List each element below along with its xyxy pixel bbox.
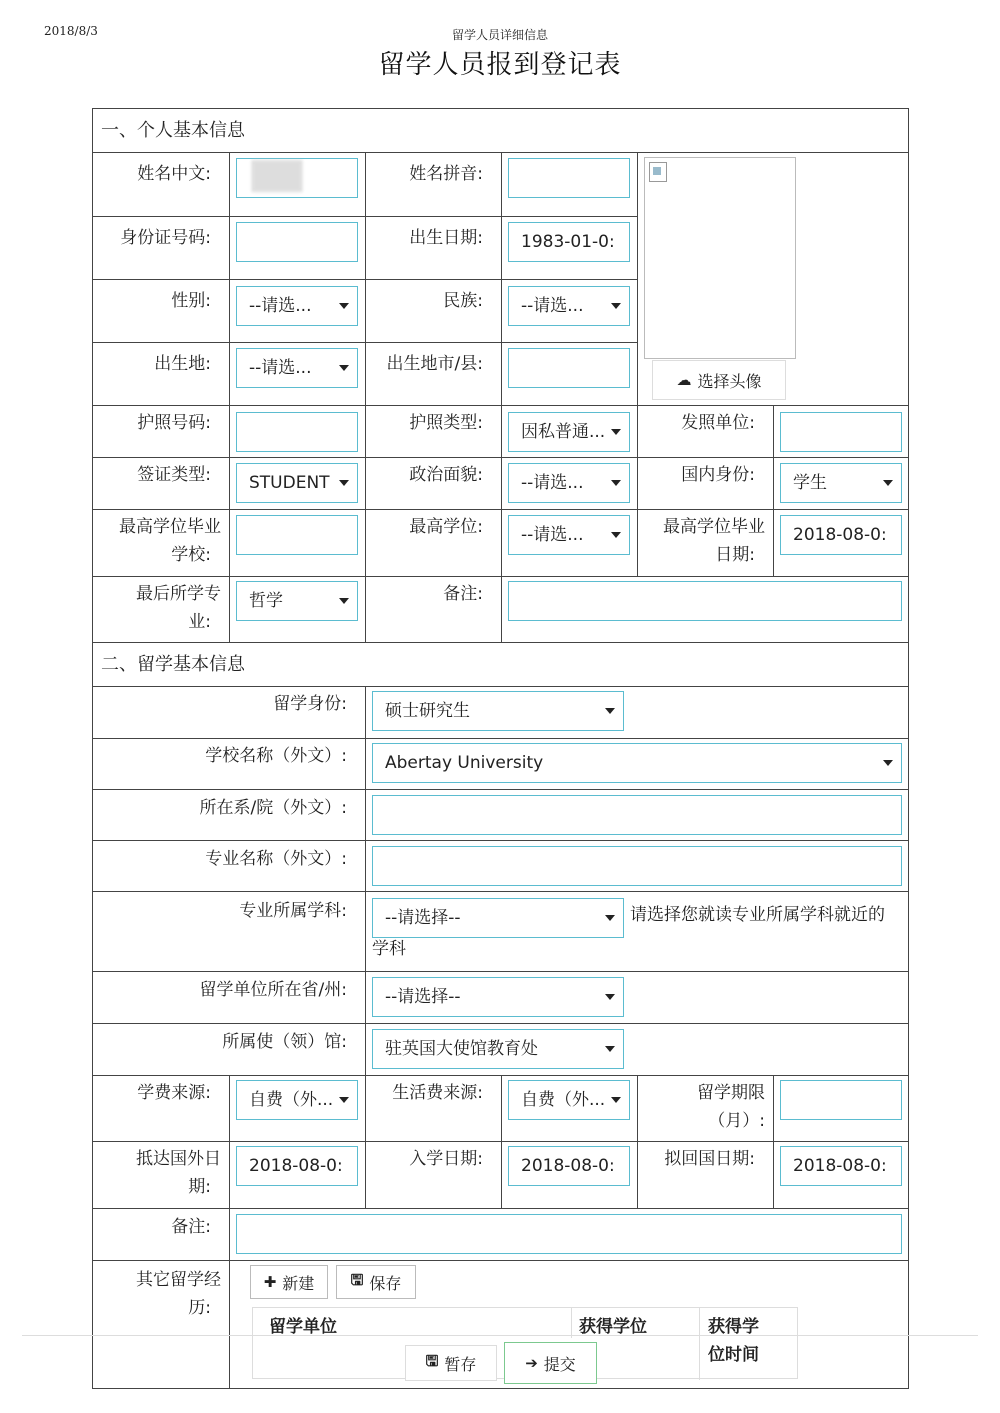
photo-cell	[638, 153, 908, 406]
province-value: --请选择--	[385, 986, 461, 1007]
caret-down-icon	[611, 303, 621, 309]
input-cell	[502, 406, 638, 458]
label-cell	[366, 280, 502, 343]
label-cell	[93, 343, 230, 406]
birthplace-label: 出生地:	[154, 354, 211, 374]
label-cell	[366, 343, 502, 406]
floppy-disk-icon: 🖫	[425, 1351, 439, 1370]
birthplace-value: --请选...	[249, 357, 312, 378]
passport-type-label: 护照类型:	[409, 413, 483, 433]
passport-type-select[interactable]	[508, 412, 630, 452]
label-cell	[93, 841, 366, 892]
tuition-source-select[interactable]	[236, 1080, 358, 1120]
caret-down-icon	[339, 1097, 349, 1103]
label-cell	[93, 1142, 230, 1209]
school-name-value: Abertay University	[385, 752, 544, 773]
divider-line	[22, 1335, 978, 1336]
label-cell	[93, 406, 230, 458]
print-header-title: 留学人员详细信息	[451, 28, 548, 42]
label-cell	[93, 280, 230, 343]
domestic-identity-select[interactable]	[780, 463, 902, 503]
input-cell	[366, 841, 908, 892]
study-period-label-1: 留学期限	[697, 1083, 765, 1103]
label-cell	[93, 458, 230, 510]
return-date-input[interactable]: 2018-08-0:	[780, 1146, 902, 1186]
study-identity-label: 留学身份:	[273, 694, 347, 714]
arrival-date-input[interactable]: 2018-08-0:	[236, 1146, 358, 1186]
label-cell	[366, 406, 502, 458]
submit-button-label: 提交	[543, 1354, 576, 1374]
label-cell	[93, 687, 366, 739]
issuing-unit-input[interactable]	[780, 412, 902, 452]
input-cell	[230, 1142, 366, 1209]
ethnicity-select[interactable]	[508, 286, 630, 326]
print-date: 2018/8/3	[44, 24, 98, 38]
highest-degree-value: --请选...	[521, 524, 584, 545]
label-cell	[638, 458, 774, 510]
gender-select[interactable]	[236, 286, 358, 326]
new-button[interactable]	[250, 1265, 328, 1299]
caret-down-icon	[883, 760, 893, 766]
caret-down-icon	[605, 708, 615, 714]
input-cell	[366, 687, 908, 739]
label-cell	[93, 1076, 230, 1142]
input-cell	[502, 153, 638, 217]
input-cell	[230, 1076, 366, 1142]
label-cell	[93, 217, 230, 280]
school-name-select[interactable]	[372, 743, 902, 783]
grad-school-label-1: 最高学位毕业	[119, 517, 221, 537]
caret-down-icon	[605, 915, 615, 921]
birth-city-input[interactable]	[508, 348, 630, 388]
major-discipline-hint: 请选择您就读专业所属学科就近的	[630, 905, 885, 925]
column-divider	[571, 1308, 572, 1338]
study-period-label-2: （月）:	[708, 1111, 765, 1131]
political-status-label: 政治面貌:	[409, 465, 483, 485]
plus-icon: ✚	[263, 1273, 277, 1291]
caret-down-icon	[611, 429, 621, 435]
label-cell	[366, 1142, 502, 1209]
tuition-source-value: 自费（外...	[249, 1089, 334, 1110]
major-discipline-select[interactable]	[372, 898, 624, 938]
caret-down-icon	[339, 598, 349, 604]
caret-down-icon	[605, 1046, 615, 1052]
label-cell	[93, 892, 366, 972]
broken-image-icon	[649, 162, 667, 182]
input-cell	[230, 458, 366, 510]
political-status-value: --请选...	[521, 472, 584, 493]
birthplace-select[interactable]	[236, 348, 358, 388]
passport-no-input[interactable]	[236, 412, 358, 452]
input-cell	[774, 1142, 908, 1209]
input-cell	[230, 1209, 908, 1261]
domestic-identity-value: 学生	[793, 472, 827, 493]
ethnicity-value: --请选...	[521, 295, 584, 316]
save-button[interactable]	[336, 1265, 416, 1299]
floppy-disk-icon: 🖫	[350, 1270, 364, 1289]
input-cell	[502, 458, 638, 510]
section-personal-title: 一、个人基本信息	[101, 120, 245, 141]
enroll-date-label: 入学日期:	[409, 1149, 483, 1169]
label-cell	[93, 972, 366, 1024]
new-button-label: 新建	[282, 1273, 315, 1293]
major-name-label: 专业名称（外文）:	[205, 849, 347, 869]
label-cell	[93, 153, 230, 217]
school-name-label: 学校名称（外文）:	[205, 746, 347, 766]
issuing-unit-label: 发照单位:	[681, 413, 755, 433]
living-source-value: 自费（外...	[521, 1089, 606, 1110]
name-cn-label: 姓名中文:	[137, 164, 211, 184]
input-cell	[774, 406, 908, 458]
embassy-select[interactable]	[372, 1029, 624, 1069]
input-cell	[502, 1142, 638, 1209]
input-cell	[230, 343, 366, 406]
input-cell	[774, 510, 908, 577]
tuition-source-label: 学费来源:	[137, 1083, 211, 1103]
embassy-label: 所属使（领）馆:	[222, 1032, 347, 1052]
name-pinyin-input[interactable]	[508, 158, 630, 198]
input-cell	[366, 892, 908, 972]
study-identity-value: 硕士研究生	[385, 700, 470, 721]
section-study-header	[93, 643, 908, 687]
label-cell	[93, 790, 366, 841]
grad-school-input[interactable]	[236, 515, 358, 555]
birth-date-input[interactable]: 1983-01-0:	[508, 222, 630, 262]
caret-down-icon	[339, 480, 349, 486]
label-cell	[93, 1024, 366, 1076]
caret-down-icon	[339, 365, 349, 371]
input-cell	[230, 510, 366, 577]
political-status-select[interactable]	[508, 463, 630, 503]
visa-type-value: STUDENT	[249, 472, 330, 493]
input-cell	[366, 972, 908, 1024]
major-discipline-label: 专业所属学科:	[239, 901, 347, 921]
input-cell	[366, 790, 908, 841]
passport-type-value: 因私普通...	[521, 421, 606, 442]
province-label: 留学单位所在省/州:	[199, 980, 347, 1000]
birth-date-label: 出生日期:	[409, 228, 483, 248]
label-cell	[93, 510, 230, 577]
grad-date-label-2: 日期:	[715, 545, 755, 565]
draft-button-label: 暂存	[444, 1354, 477, 1374]
submit-button[interactable]	[504, 1342, 597, 1384]
grad-date-input[interactable]: 2018-08-0:	[780, 515, 902, 555]
major-discipline-hint-2: 学科	[372, 939, 406, 959]
department-label: 所在系/院（外文）:	[199, 798, 347, 818]
study-identity-select[interactable]	[372, 691, 624, 731]
visa-type-label: 签证类型:	[137, 465, 211, 485]
birth-city-label: 出生地市/县:	[386, 354, 483, 374]
arrival-date-label-2: 期:	[188, 1177, 211, 1197]
major-name-input[interactable]	[372, 846, 902, 886]
label-cell	[366, 510, 502, 577]
input-cell	[502, 280, 638, 343]
page-title: 留学人员报到登记表	[378, 50, 622, 80]
visa-type-select[interactable]	[236, 463, 358, 503]
highest-degree-select[interactable]	[508, 515, 630, 555]
label-cell	[93, 739, 366, 790]
label-cell	[93, 1261, 230, 1388]
label-cell	[366, 1076, 502, 1142]
highest-degree-label: 最高学位:	[409, 517, 483, 537]
caret-down-icon	[605, 994, 615, 1000]
grad-date-label-1: 最高学位毕业	[663, 517, 765, 537]
caret-down-icon	[339, 303, 349, 309]
other-exp-label-2: 历:	[188, 1298, 211, 1318]
id-number-input[interactable]	[236, 222, 358, 262]
caret-down-icon	[611, 1097, 621, 1103]
input-cell	[230, 577, 366, 643]
caret-down-icon	[611, 532, 621, 538]
living-source-select[interactable]	[508, 1080, 630, 1120]
input-cell	[230, 280, 366, 343]
domestic-identity-label: 国内身份:	[681, 465, 755, 485]
label-cell	[638, 510, 774, 577]
save-button-label: 保存	[369, 1273, 402, 1293]
avatar-photo	[644, 157, 796, 359]
arrow-right-icon: ➔	[525, 1354, 538, 1372]
enroll-date-input[interactable]: 2018-08-0:	[508, 1146, 630, 1186]
name-pinyin-label: 姓名拼音:	[409, 164, 483, 184]
choose-avatar-label: 选择头像	[697, 371, 762, 391]
section-personal-header	[93, 109, 908, 153]
caret-down-icon	[611, 480, 621, 486]
study-period-input[interactable]	[780, 1080, 902, 1120]
draft-button[interactable]	[405, 1345, 497, 1381]
grad-school-label-2: 学校:	[171, 545, 211, 565]
label-cell	[366, 577, 502, 643]
passport-no-label: 护照号码:	[137, 413, 211, 433]
column-header-degree-time-1: 获得学	[708, 1317, 759, 1337]
section-study-title: 二、留学基本信息	[101, 654, 245, 675]
last-major-label-1: 最后所学专	[136, 584, 221, 604]
label-cell	[366, 217, 502, 280]
remarks2-label: 备注:	[171, 1217, 211, 1237]
return-date-label: 拟回国日期:	[664, 1149, 755, 1169]
major-discipline-value: --请选择--	[385, 907, 461, 928]
label-cell	[93, 577, 230, 643]
column-header-unit: 留学单位	[269, 1317, 337, 1337]
remarks1-label: 备注:	[443, 584, 483, 604]
label-cell	[638, 406, 774, 458]
input-cell	[774, 458, 908, 510]
label-cell	[638, 1142, 774, 1209]
input-cell	[366, 739, 908, 790]
input-cell	[502, 343, 638, 406]
last-major-label-2: 业:	[188, 612, 211, 632]
embassy-value: 驻英国大使馆教育处	[385, 1038, 538, 1059]
input-cell	[366, 1024, 908, 1076]
column-divider	[699, 1308, 700, 1380]
label-cell	[366, 458, 502, 510]
input-cell	[502, 1076, 638, 1142]
registration-form	[92, 108, 909, 1389]
remarks2-input[interactable]	[236, 1214, 902, 1254]
caret-down-icon	[883, 480, 893, 486]
redacted-name	[252, 160, 302, 192]
input-cell	[502, 577, 908, 643]
input-cell	[502, 510, 638, 577]
gender-value: --请选...	[249, 295, 312, 316]
column-header-degree: 获得学位	[579, 1317, 647, 1337]
remarks1-input[interactable]	[508, 581, 902, 621]
other-exp-label-1: 其它留学经	[136, 1270, 221, 1290]
choose-avatar-button[interactable]	[652, 360, 786, 400]
living-source-label: 生活费来源:	[392, 1083, 483, 1103]
ethnicity-label: 民族:	[443, 291, 483, 311]
label-cell	[366, 153, 502, 217]
last-major-select[interactable]	[236, 581, 358, 621]
input-cell	[230, 217, 366, 280]
last-major-value: 哲学	[249, 590, 283, 611]
cloud-upload-icon: ☁	[676, 371, 692, 389]
input-cell	[230, 406, 366, 458]
column-header-degree-time-2: 位时间	[708, 1345, 759, 1365]
province-select[interactable]	[372, 977, 624, 1017]
arrival-date-label-1: 抵达国外日	[136, 1149, 221, 1169]
input-cell	[502, 217, 638, 280]
department-input[interactable]	[372, 795, 902, 835]
label-cell	[638, 1076, 774, 1142]
gender-label: 性别:	[171, 291, 211, 311]
id-number-label: 身份证号码:	[120, 228, 211, 248]
input-cell	[774, 1076, 908, 1142]
label-cell	[93, 1209, 230, 1261]
